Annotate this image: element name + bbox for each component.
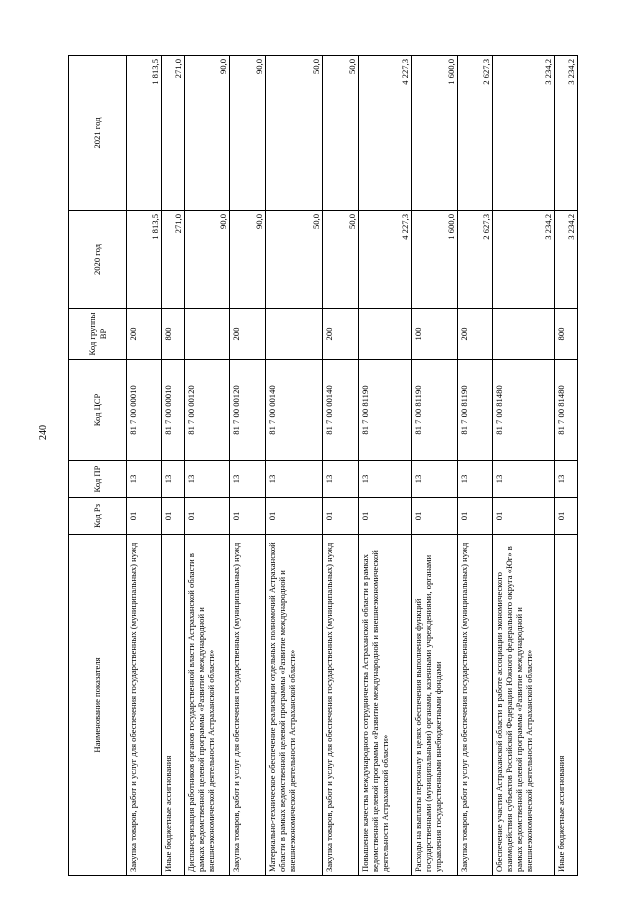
cell-name: Иные бюджетные ассигнования (162, 535, 185, 876)
cell-y2021: 90,0 (184, 56, 230, 211)
cell-name: Закупка товаров, работ и услуг для обеспечения государственных (муниципальных) нужд (127, 535, 162, 876)
table-row (184, 56, 230, 876)
cell-y2020: 4 227,3 (358, 211, 412, 309)
cell-y2020: 1 813,5 (127, 211, 162, 309)
budget-table (68, 55, 578, 876)
table-row (127, 56, 162, 876)
cell-rz: 01 (230, 498, 265, 535)
cell-name: Материально-техническое обеспечение реализации отдельных полномочий Астраханской области в рамках ведомственной целевой программы «Развитие международной и внешнеэкономической деятельности Астраханской области» (265, 535, 323, 876)
cell-csr: 81 7 00 00120 (184, 360, 230, 461)
cell-csr: 81 7 00 00140 (265, 360, 323, 461)
cell-vr: 100 (412, 309, 458, 360)
cell-csr: 81 7 00 00140 (323, 360, 358, 461)
cell-y2021: 90,0 (230, 56, 265, 211)
cell-pr: 13 (555, 461, 578, 498)
header-vr: Код группы ВР (69, 309, 127, 360)
header-2020: 2020 год (69, 211, 127, 309)
cell-rz: 01 (555, 498, 578, 535)
table-row (493, 56, 555, 876)
cell-name: Закупка товаров, работ и услуг для обеспечения государственных (муниципальных) нужд (230, 535, 265, 876)
table-row (457, 56, 492, 876)
cell-pr: 13 (457, 461, 492, 498)
cell-y2020: 50,0 (323, 211, 358, 309)
cell-vr: 200 (230, 309, 265, 360)
cell-rz: 01 (162, 498, 185, 535)
cell-y2021: 3 234,2 (493, 56, 555, 211)
table-row (358, 56, 412, 876)
cell-pr: 13 (412, 461, 458, 498)
cell-csr: 81 7 00 81480 (493, 360, 555, 461)
cell-pr: 13 (323, 461, 358, 498)
cell-name: Расходы на выплаты персоналу в целях обеспечения выполнения функций государственными (муниципальными) органами, казенными учреждениями, органами управления государственными внебюджетными фондами (412, 535, 458, 876)
header-2021: 2021 год (69, 56, 127, 211)
cell-name: Закупка товаров, работ и услуг для обеспечения государственных (муниципальных) нужд (457, 535, 492, 876)
cell-csr: 81 7 00 00010 (127, 360, 162, 461)
cell-vr (184, 309, 230, 360)
table-row (230, 56, 265, 876)
cell-y2020: 90,0 (184, 211, 230, 309)
cell-vr: 800 (555, 309, 578, 360)
cell-rz: 01 (412, 498, 458, 535)
cell-pr: 13 (230, 461, 265, 498)
cell-y2021: 1 600,0 (412, 56, 458, 211)
cell-vr (493, 309, 555, 360)
header-pr: Код ПР (69, 461, 127, 498)
cell-rz: 01 (457, 498, 492, 535)
cell-y2020: 50,0 (265, 211, 323, 309)
cell-vr: 200 (457, 309, 492, 360)
table-row (162, 56, 185, 876)
cell-y2021: 50,0 (265, 56, 323, 211)
cell-vr: 200 (127, 309, 162, 360)
cell-csr: 81 7 00 81480 (555, 360, 578, 461)
cell-rz: 01 (127, 498, 162, 535)
table-header-row (69, 56, 127, 876)
cell-name: Закупка товаров, работ и услуг для обеспечения государственных (муниципальных) нужд (323, 535, 358, 876)
table-row (555, 56, 578, 876)
cell-y2020: 2 627,3 (457, 211, 492, 309)
table-row (323, 56, 358, 876)
cell-y2020: 90,0 (230, 211, 265, 309)
cell-csr: 81 7 00 81190 (412, 360, 458, 461)
page-number: 240 (38, 425, 49, 440)
cell-csr: 81 7 00 81190 (457, 360, 492, 461)
cell-y2021: 1 813,5 (127, 56, 162, 211)
header-name: Наименование показателя (69, 535, 127, 876)
cell-pr: 13 (184, 461, 230, 498)
cell-csr: 81 7 00 00120 (230, 360, 265, 461)
cell-vr (265, 309, 323, 360)
cell-vr: 200 (323, 309, 358, 360)
table-row (412, 56, 458, 876)
cell-name: Повышение качества международного сотрудничества Астраханской области в рамках ведомственной целевой программы «Развитие международной и внешнеэкономической деятельности Астраханской области» (358, 535, 412, 876)
cell-pr: 13 (162, 461, 185, 498)
cell-csr: 81 7 00 00010 (162, 360, 185, 461)
header-rz: Код Рз (69, 498, 127, 535)
cell-pr: 13 (358, 461, 412, 498)
cell-rz: 01 (265, 498, 323, 535)
cell-pr: 13 (265, 461, 323, 498)
cell-rz: 01 (358, 498, 412, 535)
cell-y2020: 3 234,2 (555, 211, 578, 309)
cell-y2020: 1 600,0 (412, 211, 458, 309)
cell-y2021: 3 234,2 (555, 56, 578, 211)
table-row (265, 56, 323, 876)
cell-y2020: 3 234,2 (493, 211, 555, 309)
rotated-table-container (68, 56, 578, 876)
cell-pr: 13 (127, 461, 162, 498)
header-csr: Код ЦСР (69, 360, 127, 461)
cell-rz: 01 (184, 498, 230, 535)
cell-y2020: 271,0 (162, 211, 185, 309)
cell-rz: 01 (493, 498, 555, 535)
cell-vr: 800 (162, 309, 185, 360)
cell-y2021: 4 227,3 (358, 56, 412, 211)
cell-name: Иные бюджетные ассигнования (555, 535, 578, 876)
cell-name: Диспансеризация работников органов государственной власти Астраханской области в рамках ведомственной целевой программы «Развитие международной и внешнеэкономической деятельности Астраханской области» (184, 535, 230, 876)
cell-rz: 01 (323, 498, 358, 535)
cell-csr: 81 7 00 81190 (358, 360, 412, 461)
cell-y2021: 271,0 (162, 56, 185, 211)
cell-vr (358, 309, 412, 360)
cell-name: Обеспечение участия Астраханской области в работе ассоциации экономического взаимодействия субъектов Российской Федерации Южного федерального округа «Юг» в рамках ведомственной целевой программы «Развитие международной и внешнеэкономической деятельности Астраханской области» (493, 535, 555, 876)
cell-pr: 13 (493, 461, 555, 498)
cell-y2021: 50,0 (323, 56, 358, 211)
cell-y2021: 2 627,3 (457, 56, 492, 211)
